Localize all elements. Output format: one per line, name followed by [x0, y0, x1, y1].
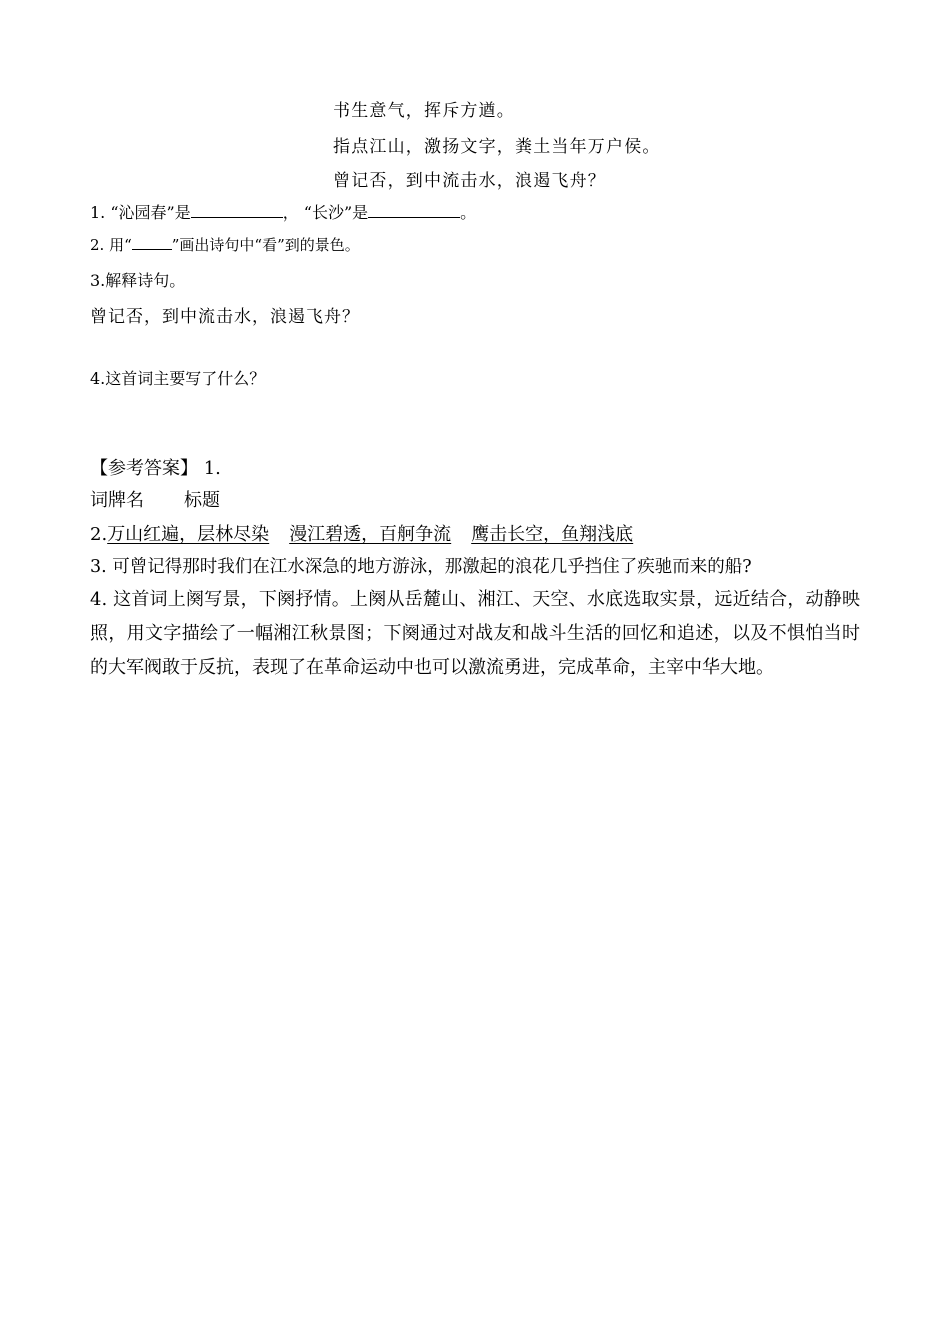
- poem-line-3: 曾记否，到中流击水，浪遏飞舟？: [333, 171, 606, 191]
- answer-2: [90, 520, 633, 546]
- answer-1-item-1: 词牌名: [90, 490, 144, 511]
- question-2-prefix: 2. 用“: [90, 236, 132, 254]
- question-1: [90, 200, 476, 223]
- answer-header: 【参考答案】 1.: [90, 458, 221, 479]
- question-1-suffix: 。: [460, 203, 477, 222]
- answer-2-phrase-1: 万山红遍，层林尽染: [107, 524, 270, 545]
- answer-4: 4. 这首词上阕写景，下阕抒情。上阕从岳麓山、湘江、天空、水底选取实景，远近结合，动静映照，用文字描绘了一幅湘江秋景图；下阕通过对战友和战斗生活的回忆和追述，以及不惧怕当时的大军阀敢于反抗，表现了在革命运动中也可以激流勇进，完成革命，主宰中华大地。: [90, 589, 860, 678]
- answer-blank-2[interactable]: [368, 201, 460, 218]
- answer-1-item-2: 标题: [184, 490, 220, 511]
- underline-sample: [132, 235, 172, 250]
- answer-2-phrase-3: 鹰击长空，鱼翔浅底: [471, 524, 634, 545]
- question-4: 4.这首词主要写了什么？: [90, 369, 266, 388]
- question-3: 3.解释诗句。: [90, 271, 186, 290]
- poem-line-2: 指点江山，激扬文字，粪土当年万户侯。: [333, 137, 661, 157]
- question-2-suffix: ”画出诗句中“看”到的景色。: [171, 236, 360, 254]
- question-2: [90, 234, 360, 255]
- answer-2-num: 2.: [90, 524, 108, 545]
- question-3-verse: 曾记否，到中流击水，浪遏飞舟？: [90, 307, 360, 327]
- answer-3: 3. 可曾记得那时我们在江水深急的地方游泳，那激起的浪花几乎挡住了疾驰而来的船?: [90, 557, 752, 577]
- answer-1: [90, 486, 220, 512]
- poem-line-1: 书生意气，挥斥方遒。: [333, 101, 515, 121]
- answer-2-phrase-2: 漫江碧透，百舸争流: [289, 524, 452, 545]
- question-1-mid: ， “长沙”是: [282, 203, 369, 222]
- question-1-prefix: 1. “沁园春”是: [90, 203, 191, 222]
- answer-blank-1[interactable]: [191, 201, 283, 218]
